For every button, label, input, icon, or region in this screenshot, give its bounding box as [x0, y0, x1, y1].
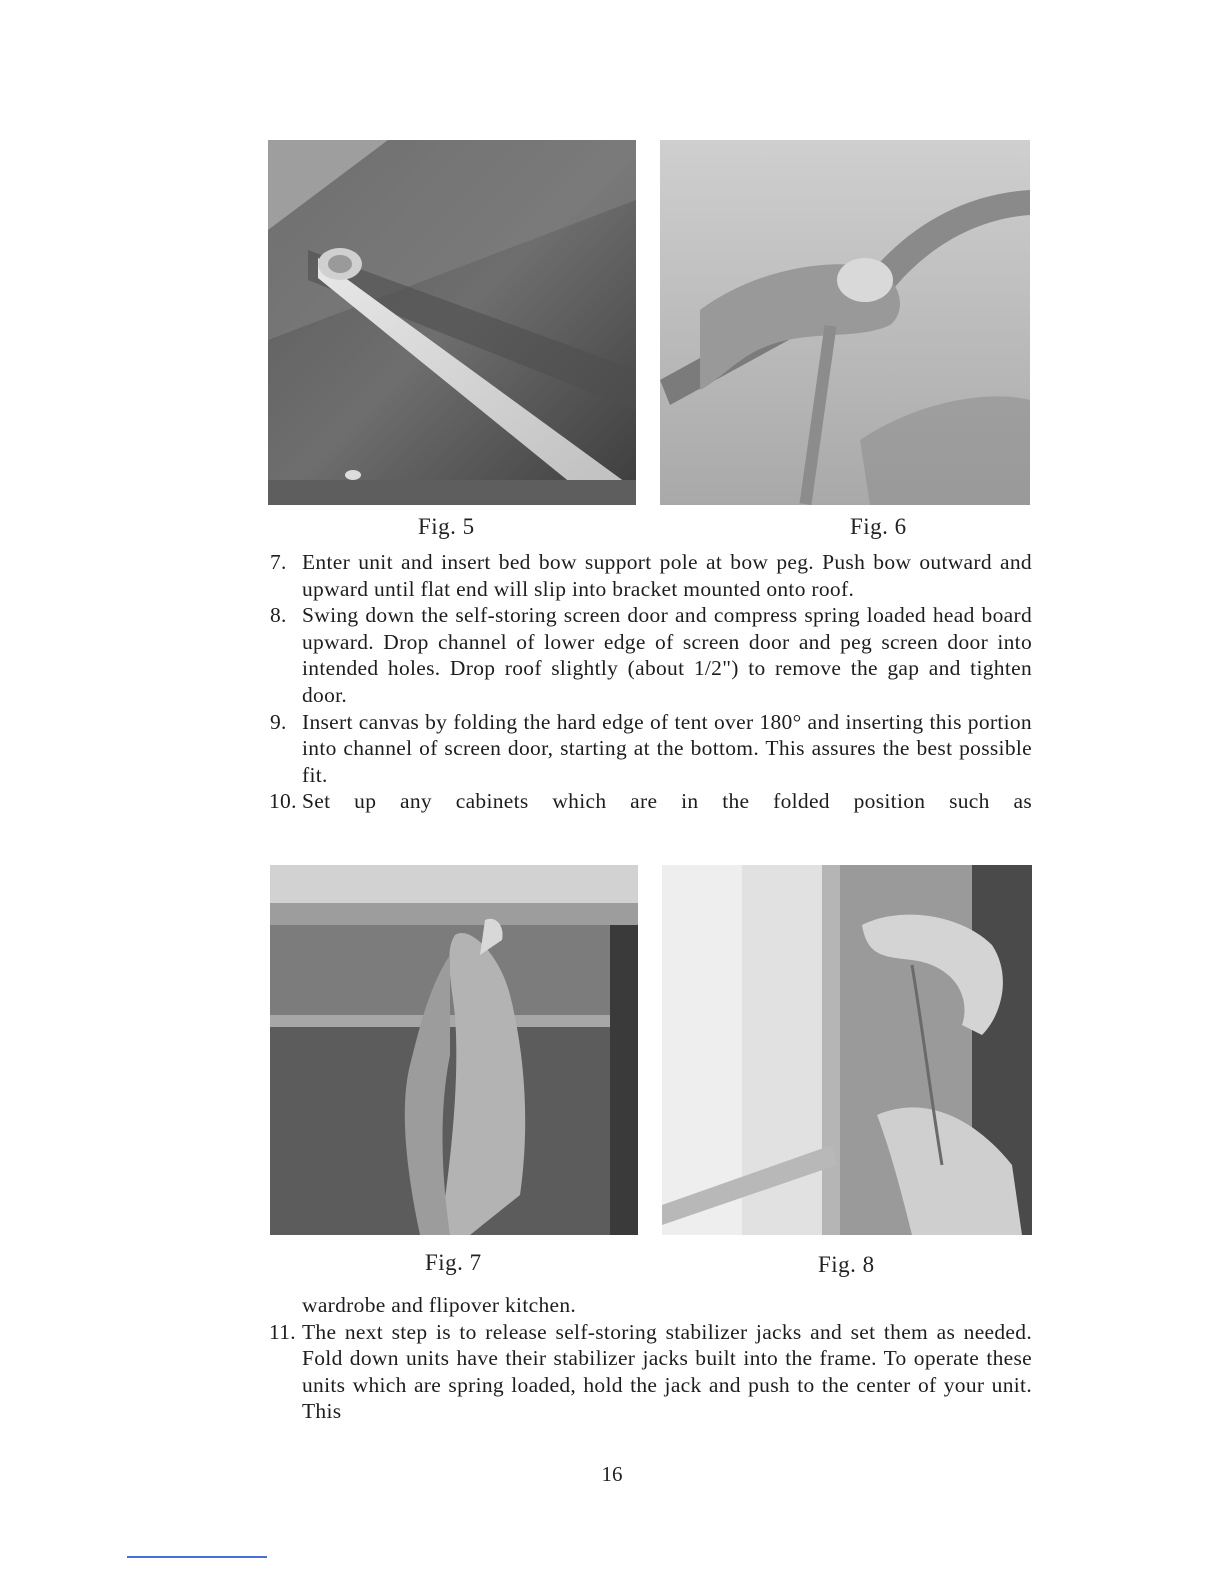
step-8-text: Swing down the self-storing screen door and compress spring loaded head board upward. Drop channel of lower edge of screen door and peg screen door into intended holes. Drop roof slightly (about 1/2") to remove the gap and tighten door.: [302, 603, 1032, 707]
step-10-continuation: wardrobe and flipover kitchen.: [302, 1293, 577, 1317]
step-10-text: Set up any cabinets which are in the folded position such as: [302, 789, 1032, 814]
fig5-photo: [268, 140, 636, 505]
step-10-number: 10.: [269, 789, 297, 814]
continued-block: [270, 1292, 1032, 1425]
fig7-photo: [270, 865, 638, 1235]
fig7-caption: Fig. 7: [425, 1250, 482, 1275]
fig5-caption: Fig. 5: [418, 514, 475, 539]
fig6-photo: [660, 140, 1030, 505]
fig8-photo: [662, 865, 1032, 1235]
step-11-text: The next step is to release self-storing stabilizer jacks and set them as needed. Fold down units have their stabilizer jacks built into the frame. To operate these units which are spring loaded, hold the jack and push to the center of your unit. This: [302, 1319, 1032, 1424]
step-7-number: 7.: [270, 550, 287, 574]
step-10: [270, 788, 1032, 815]
step-9: [270, 709, 1032, 789]
page-number: 16: [601, 1462, 623, 1486]
step-8: [270, 602, 1032, 708]
fig6-caption: Fig. 6: [850, 514, 907, 539]
step-9-text: Insert canvas by folding the hard edge of tent over 180° and inserting this portion into channel of screen door, starting at the bottom. This assures the best possible fit.: [302, 709, 1032, 787]
step-11-number: 11.: [269, 1319, 296, 1344]
step-7: [270, 549, 1032, 602]
step-8-number: 8.: [270, 603, 287, 628]
fig8-caption: Fig. 8: [818, 1252, 875, 1277]
step-11: [270, 1319, 1032, 1425]
step-7-text: Enter unit and insert bed bow support pole at bow peg. Push bow outward and upward until flat end will slip into bracket mounted onto roof.: [302, 550, 1032, 601]
step-9-number: 9.: [270, 709, 287, 734]
steps-block: [270, 549, 1032, 815]
footer-rule: [127, 1556, 267, 1558]
